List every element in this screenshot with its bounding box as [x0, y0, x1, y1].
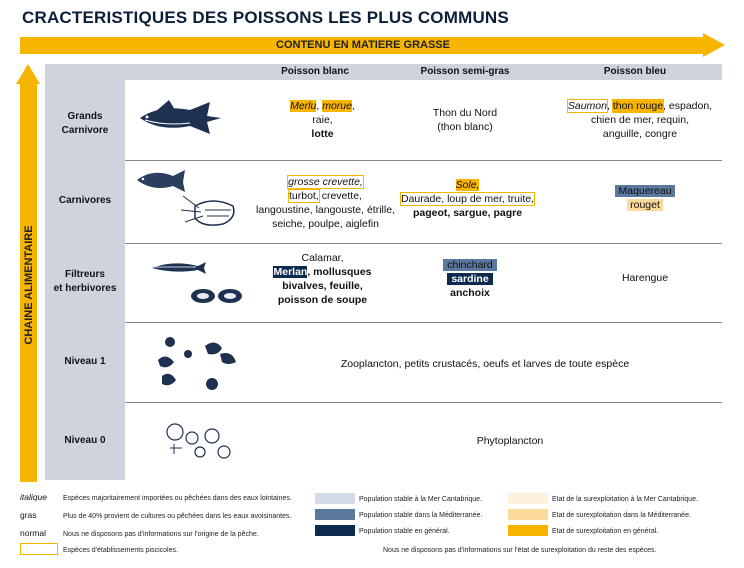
legend-italique-text: Espèces majoritairement importées ou pêchées dans des eaux lointaines. [63, 495, 292, 502]
row-divider [125, 402, 722, 403]
fat-content-arrow [20, 37, 706, 54]
legend-footer-note: Nous ne disposons pas d'informations sur l'état de surexploitation du reste des espèces. [383, 547, 657, 554]
legend-normal-text: Nous ne disposons pas d'informations sur l'origine de la pêche. [63, 531, 259, 538]
tuna-illustration [135, 96, 225, 142]
row-divider [125, 160, 722, 161]
cell-r3-blanc: Calamar, Merlan, mollusques bivalves, feuille, poisson de soupe [273, 252, 372, 306]
food-chain-arrow-label: CHAINE ALIMENTAIRE [22, 225, 35, 345]
legend-key-normal: normal [20, 528, 46, 538]
legend-blue3-text: Population stable en général. [359, 528, 450, 535]
legend-swatch-mid-blue [315, 509, 355, 520]
sardine-mussel-illustration [148, 256, 248, 311]
legend-swatch-pale-blue [315, 493, 355, 504]
page-title: CRACTERISTIQUES DES POISSONS LES PLUS COMMUNS [22, 8, 509, 27]
cell-r2-blanc: grosse crevette, turbot, crevette, langoustine, langouste, étrille, seiche, poulpe, aiglefin [256, 176, 395, 230]
cell-r4-all: Zooplancton, petits crustacés, oeufs et larves de toute espèce [340, 358, 630, 370]
legend-swatch-pale-orange [508, 493, 548, 504]
cell-r1-bleu: Saumon, thon rouge, espadon, chien de mer, requin, anguille, congre [567, 100, 713, 140]
legend-swatch-orange [508, 525, 548, 536]
phytoplankton-illustration [160, 418, 240, 464]
legend-swatch-navy [315, 525, 355, 536]
legend-or1-text: Etat de la surexploitation à la Mer Cantabrique. [552, 496, 698, 503]
row-label-grands-carnivores: Grands Carnivore [61, 111, 109, 136]
cell-r3-semi: chinchard sardine anchoix [430, 258, 510, 300]
zooplankton-illustration [150, 332, 240, 394]
row-label-niveau-1: Niveau 1 [64, 356, 106, 367]
legend-swatch-light-orange [508, 509, 548, 520]
cell-r2-semi: Sole, Daurade, loup de mer, truite, pageot, sargue, pagre [400, 179, 535, 219]
legend-blue1-text: Population stable à la Mer Cantabrique. [359, 496, 482, 503]
row-label-niveau-0: Niveau 0 [64, 435, 106, 446]
legend-blue2-text: Population stable dans la Méditerranée. [359, 512, 483, 519]
legend-key-gras: gras [20, 510, 37, 520]
row-divider [125, 322, 722, 323]
cell-r1-blanc: Merlu, morue, raie, lotte [290, 100, 355, 140]
legend-box-text: Espèces d'établissements piscicoles. [63, 547, 178, 554]
legend-or2-text: Etat de surexploitation dans la Méditerranée. [552, 512, 691, 519]
row-label-filtreurs: Filtreurs et herbivores [53, 269, 117, 294]
legend-gras-text: Plus de 40% provient de cultures ou pêchées dans les eaux avoisinantes. [63, 513, 292, 520]
cell-r1-semi: Thon du Nord (thon blanc) [432, 107, 498, 133]
fat-content-arrow-label: CONTENU EN MATIERE GRASSE [276, 39, 450, 51]
row-divider [125, 243, 722, 244]
column-header-bleu: Poisson bleu [603, 66, 667, 77]
legend-or3-text: Etat de surexploitation en général. [552, 528, 659, 535]
fat-content-arrow-head [703, 33, 725, 57]
column-header-semi-gras: Poisson semi-gras [420, 66, 510, 77]
fish-shrimp-illustration [133, 166, 243, 236]
cell-r5-all: Phytoplancton [476, 435, 544, 447]
column-header-blanc: Poisson blanc [281, 66, 349, 77]
cell-r3-bleu: Harengue [621, 272, 669, 284]
legend-swatch-box [20, 543, 58, 555]
legend-key-italique: italique [20, 492, 47, 502]
food-chain-arrow-head [16, 64, 40, 84]
cell-r2-bleu: Maquereau rouget [600, 184, 690, 212]
row-label-carnivores: Carnivores [58, 195, 112, 206]
